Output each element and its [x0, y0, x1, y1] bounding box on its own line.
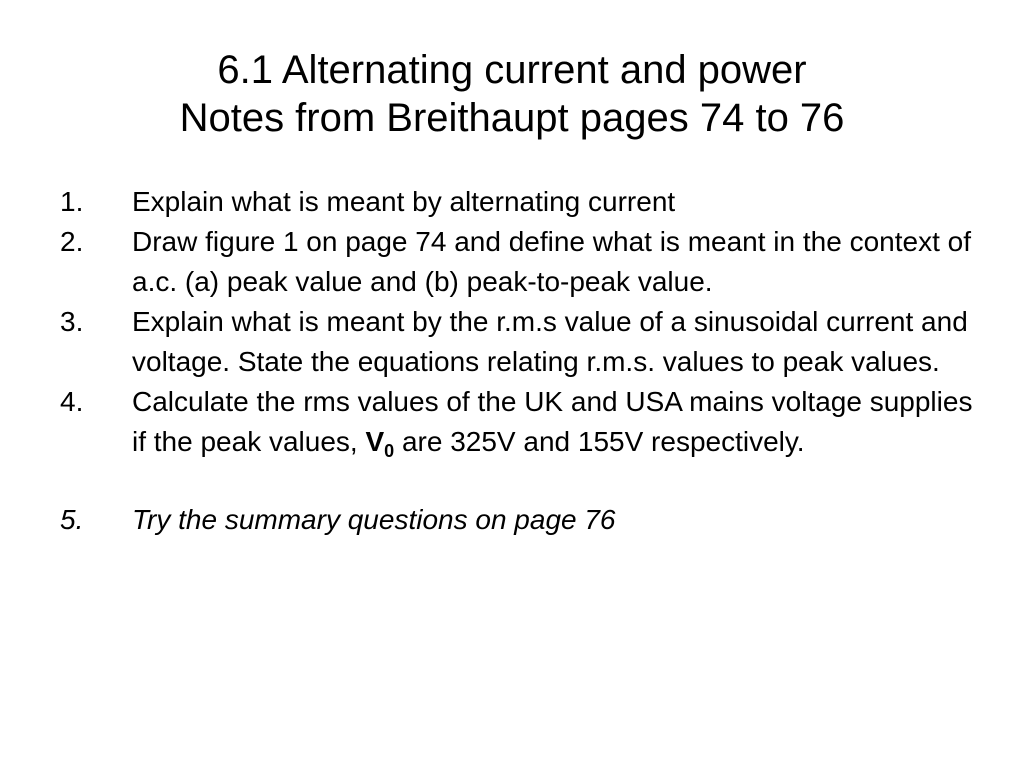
item-text: Try the summary questions on page 76	[132, 504, 616, 535]
voltage-subscript: 0	[384, 441, 395, 461]
item-text	[132, 382, 980, 462]
voltage-symbol: V	[365, 426, 385, 457]
item-text: Explain what is meant by alternating current	[132, 186, 676, 217]
item-text-after: are 325V and 155V respectively.	[394, 426, 805, 457]
spacer	[60, 462, 980, 500]
item-number: 1.	[60, 186, 84, 217]
title-line-2: Notes from Breithaupt pages 74 to 76	[179, 96, 845, 140]
list-item	[60, 500, 980, 540]
item-number: 5.	[60, 504, 84, 535]
title-line-1: 6.1 Alternating current and power	[217, 48, 807, 92]
list-item	[60, 382, 980, 462]
list-item	[60, 182, 980, 222]
item-text: Draw figure 1 on page 74 and define what is meant in the context of a.c. (a) peak value and (b) peak-to-peak value.	[132, 226, 971, 297]
slide-title	[0, 46, 1024, 142]
item-number: 4.	[60, 386, 84, 417]
list-item	[60, 302, 980, 382]
item-number: 2.	[60, 226, 84, 257]
item-text-before: Calculate the rms values of the UK and USA mains voltage supplies if the peak values,	[132, 386, 973, 457]
item-text: Explain what is meant by the r.m.s value of a sinusoidal current and voltage. State the equations relating r.m.s. values to peak values.	[132, 306, 968, 377]
list-item	[60, 222, 980, 302]
item-number: 3.	[60, 306, 84, 337]
question-list	[60, 182, 980, 540]
